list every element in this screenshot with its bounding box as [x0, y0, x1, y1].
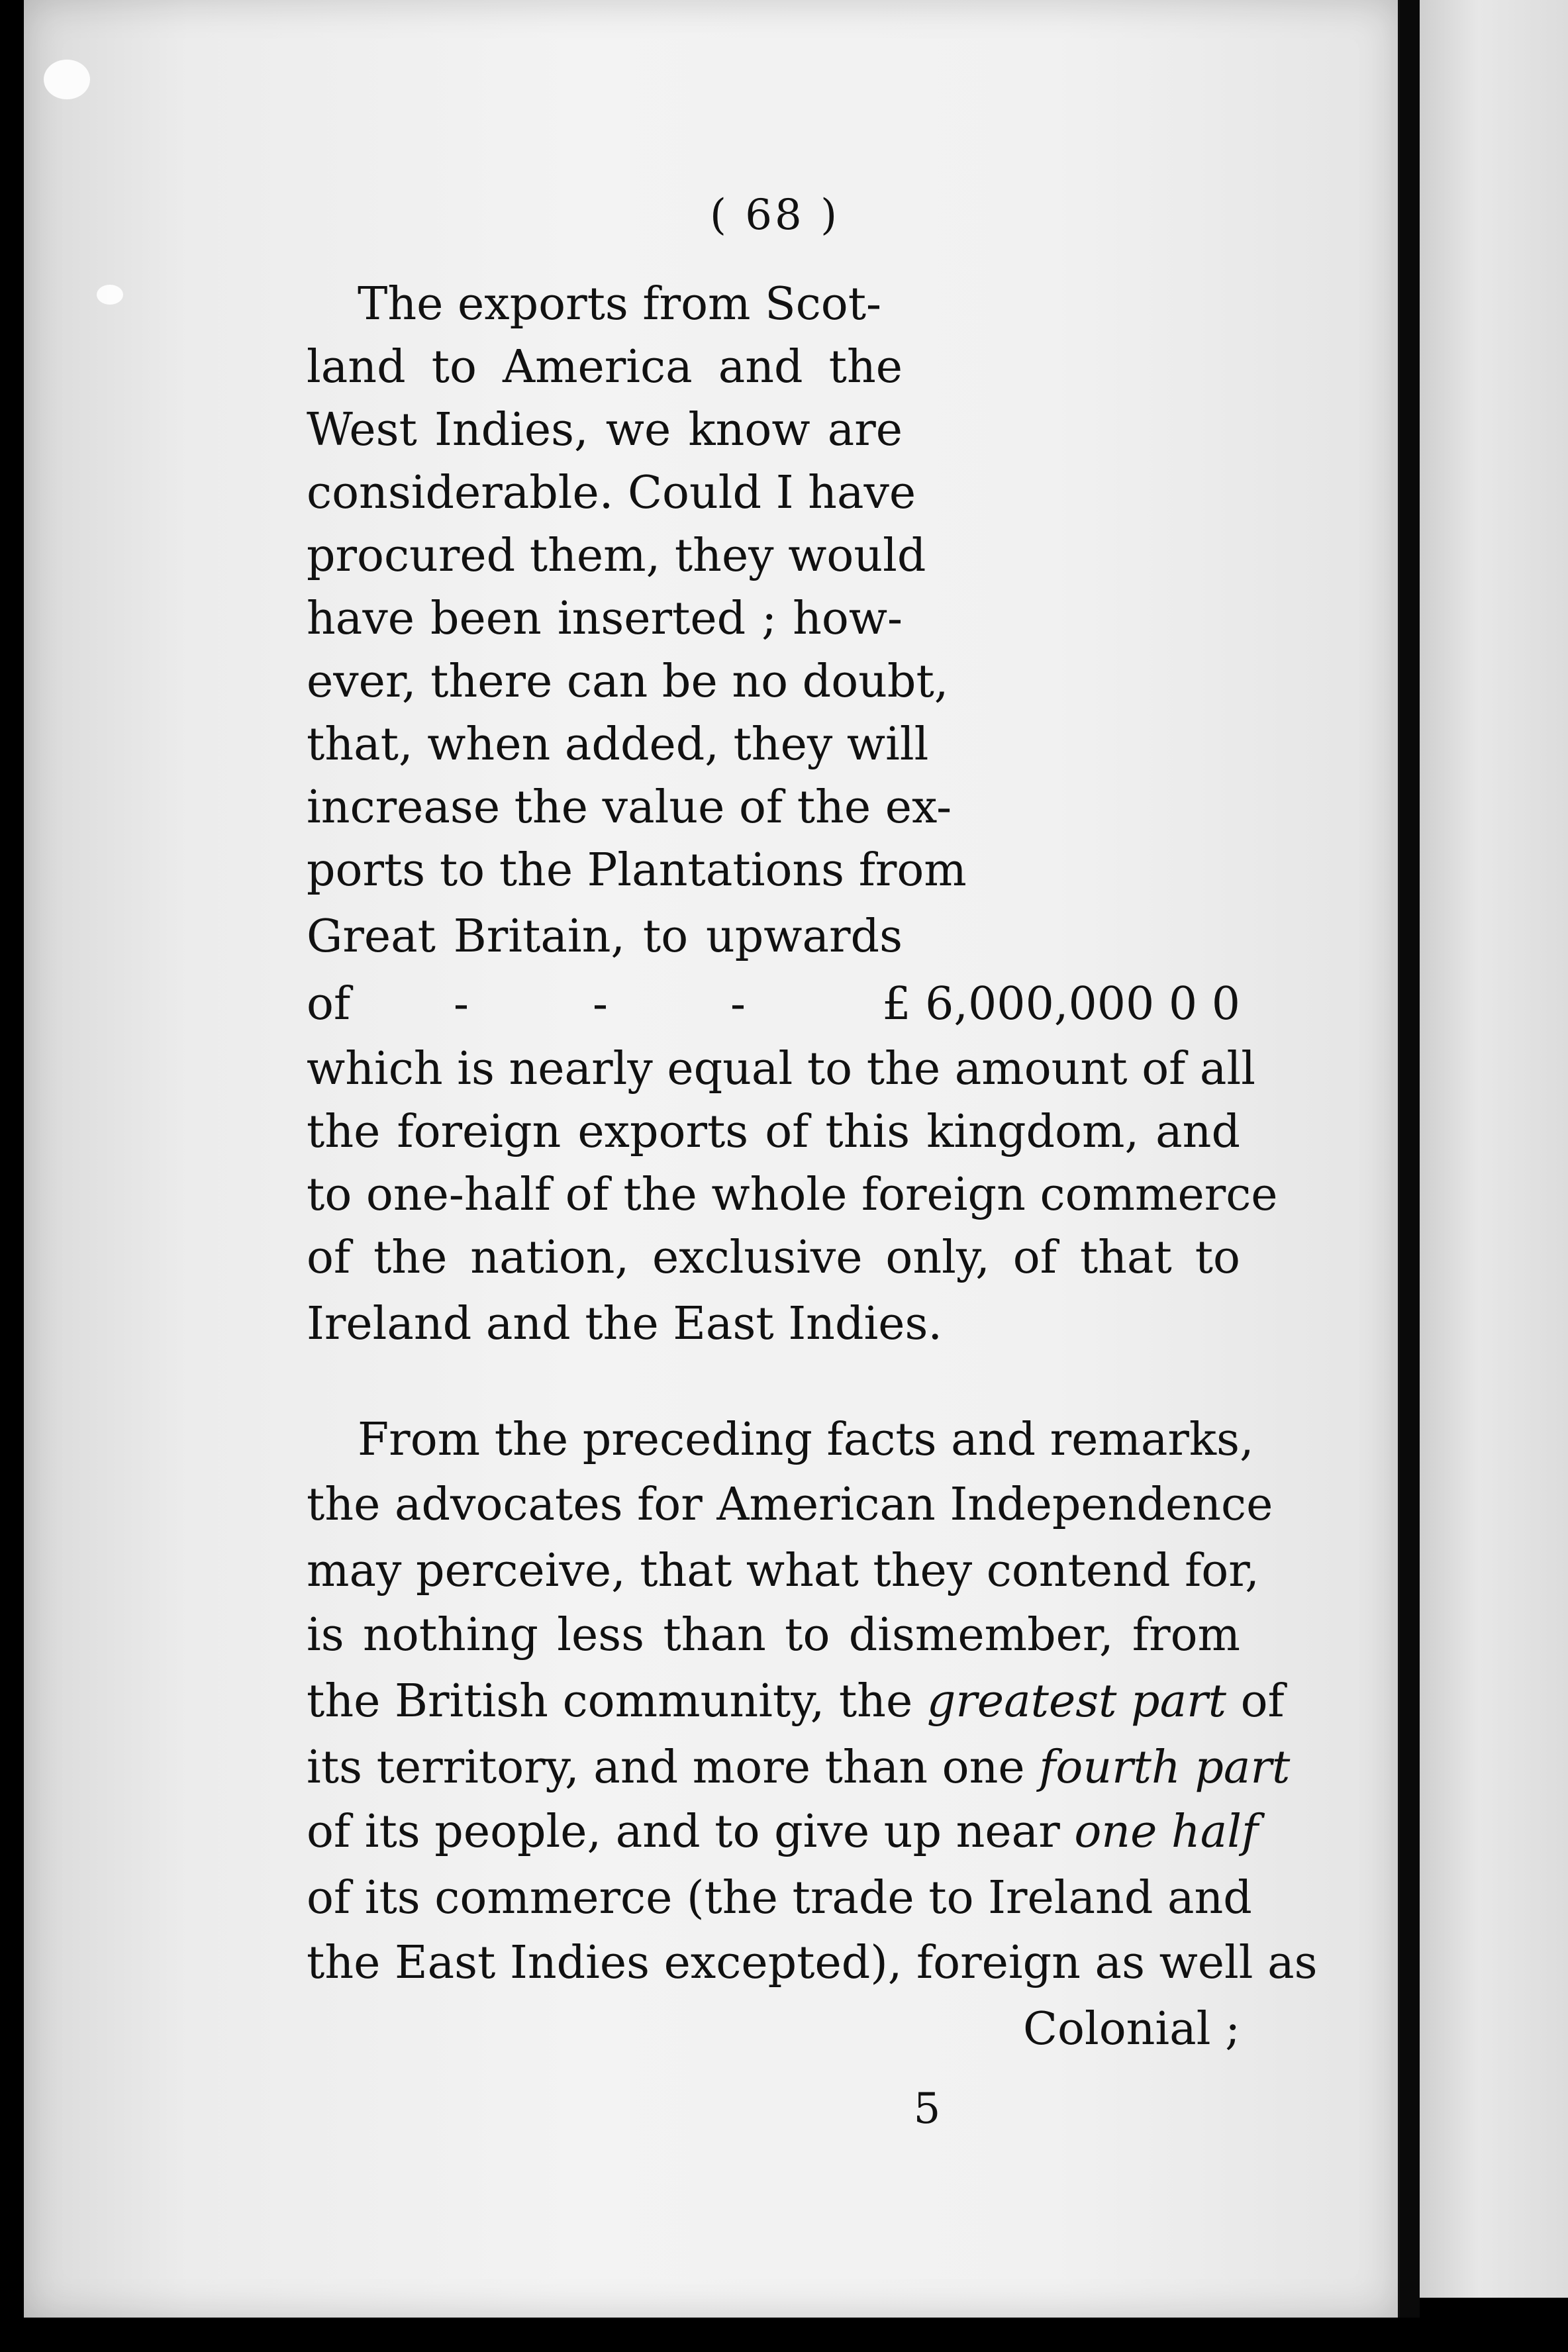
leader-dash: -	[593, 978, 608, 1030]
text-line: Ireland and the East Indies.	[307, 1298, 943, 1350]
amount-value: £ 6,000,000 0 0	[882, 978, 1240, 1030]
text-line: of its commerce (the trade to Ireland and	[307, 1872, 1252, 1924]
text-line: The exports from Scot-	[358, 278, 882, 330]
italic-phrase: fourth part	[1039, 1741, 1291, 1794]
book-gutter	[1400, 0, 1420, 2352]
text-line: increase the value of the ex-	[307, 781, 952, 834]
text-run: the British community, the	[307, 1675, 927, 1728]
paper-blemish	[97, 285, 123, 305]
text-line: is nothing less than to dismember, from	[307, 1609, 1240, 1661]
text-line: have been inserted ; how-	[307, 593, 903, 645]
text-line: ever, there can be no doubt,	[307, 656, 949, 708]
text-line: Colonial ;	[1022, 2003, 1240, 2055]
text-line: land to America and the	[307, 341, 903, 393]
text-line: procured them, they would	[307, 530, 926, 582]
text-line: Great Britain, to upwards	[307, 910, 903, 963]
italic-phrase: greatest part	[926, 1675, 1226, 1728]
text-line: the advocates for American Independence	[307, 1479, 1273, 1531]
leader-dash: -	[454, 978, 469, 1030]
text-line	[307, 1802, 1259, 1862]
text-line: considerable. Could I have	[307, 467, 916, 519]
text-line	[307, 1672, 1285, 1732]
text-line	[307, 1738, 1291, 1798]
text-run: of its people, and to give up near	[307, 1806, 1075, 1858]
scan-border	[0, 2318, 1568, 2352]
text-line: that, when added, they will	[307, 718, 929, 771]
signature-mark: 5	[913, 2084, 941, 2133]
italic-phrase: one half	[1074, 1806, 1259, 1858]
text-line: of the nation, exclusive only, of that to	[307, 1232, 1240, 1284]
amount-line	[307, 975, 1240, 1034]
text-line: West Indies, we know are	[307, 404, 903, 456]
text-run: of	[1226, 1675, 1285, 1728]
leader-dash: -	[730, 978, 746, 1030]
text-line: to one-half of the whole foreign commerce	[307, 1169, 1278, 1221]
text-line: which is nearly equal to the amount of all	[307, 1043, 1255, 1095]
text-line: the East Indies excepted), foreign as well as	[307, 1937, 1318, 1989]
paper-blemish	[44, 60, 90, 99]
page-number-header: ( 68 )	[709, 191, 840, 240]
amount-label: of	[307, 978, 351, 1030]
text-line: the foreign exports of this kingdom, and	[307, 1106, 1240, 1158]
text-line: may perceive, that what they contend for,	[307, 1545, 1259, 1597]
text-run: its territory, and more than one	[307, 1741, 1040, 1794]
text-line: ports to the Plantations from	[307, 844, 967, 897]
text-line: From the preceding facts and remarks,	[358, 1414, 1254, 1466]
facing-page-edge	[1420, 0, 1568, 2298]
